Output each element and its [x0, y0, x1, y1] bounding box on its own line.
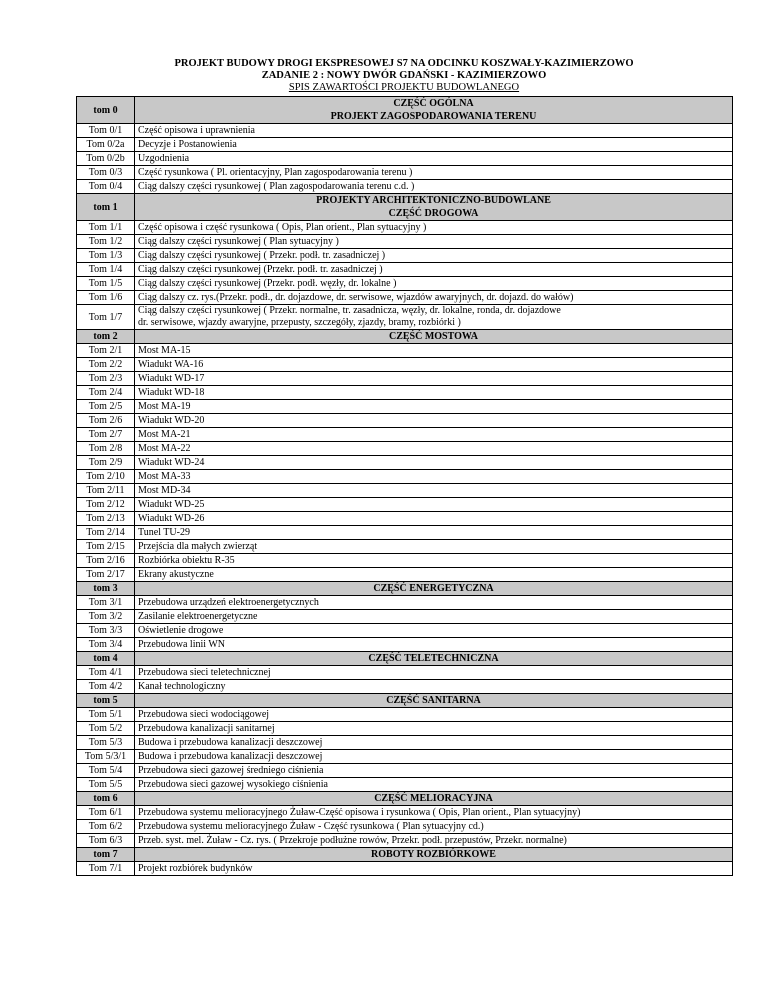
table-row	[77, 806, 733, 820]
tom-number: Tom 0/4	[77, 180, 135, 194]
description-line: Most MA-21	[138, 429, 191, 440]
section-title-line: CZĘŚĆ MOSTOWA	[388, 331, 478, 342]
section-title-line: PROJEKT ZAGOSPODAROWANIA TERENU	[330, 111, 537, 122]
section-title	[135, 848, 733, 862]
description-line: Przebudowa systemu melioracyjnego Żuław - Część rysunkowa ( Plan sytuacyjny cd.)	[138, 821, 484, 832]
tom-number: Tom 1/7	[77, 305, 135, 330]
description-line: Ciąg dalszy części rysunkowej ( Plan sytuacyjny )	[138, 236, 339, 247]
volume-description	[135, 820, 733, 834]
volume-description	[135, 540, 733, 554]
table-row	[77, 305, 733, 330]
document-subtitle: ZADANIE 2 : NOWY DWÓR GDAŃSKI - KAZIMIERZOWO	[261, 70, 547, 81]
tom-number: Tom 2/13	[77, 512, 135, 526]
description-line: Wiadukt WD-25	[138, 499, 205, 510]
tom-number: Tom 5/5	[77, 778, 135, 792]
section-header-row	[77, 582, 733, 596]
document-section-title: SPIS ZAWARTOŚCI PROJEKTU BUDOWLANEGO	[288, 82, 520, 93]
volume-description	[135, 344, 733, 358]
volume-description	[135, 778, 733, 792]
table-row	[77, 820, 733, 834]
tom-number: Tom 3/2	[77, 610, 135, 624]
section-header-row	[77, 694, 733, 708]
tom-number: Tom 5/4	[77, 764, 135, 778]
table-row	[77, 596, 733, 610]
volume-description	[135, 708, 733, 722]
tom-number: Tom 2/11	[77, 484, 135, 498]
table-row	[77, 235, 733, 249]
document-title: PROJEKT BUDOWY DROGI EKSPRESOWEJ S7 NA ODCINKU KOSZWAŁY-KAZIMIERZOWO	[174, 58, 634, 69]
section-title	[135, 652, 733, 666]
section-header-row	[77, 848, 733, 862]
table-row	[77, 442, 733, 456]
tom-number: Tom 6/1	[77, 806, 135, 820]
tom-number: Tom 2/8	[77, 442, 135, 456]
volume-description	[135, 568, 733, 582]
tom-label: tom 2	[77, 330, 135, 344]
section-header-row	[77, 330, 733, 344]
table-row	[77, 610, 733, 624]
description-line: Przebudowa sieci wodociągowej	[138, 709, 270, 720]
tom-number: Tom 7/1	[77, 862, 135, 876]
table-row	[77, 680, 733, 694]
description-line: Decyzje i Postanowienia	[138, 139, 237, 150]
table-row	[77, 344, 733, 358]
tom-label: tom 1	[77, 194, 135, 221]
tom-number: Tom 5/1	[77, 708, 135, 722]
tom-label: tom 5	[77, 694, 135, 708]
table-row	[77, 414, 733, 428]
tom-number: Tom 2/2	[77, 358, 135, 372]
description-line: Ciąg dalszy części rysunkowej (Przekr. podł. tr. zasadniczej )	[138, 264, 383, 275]
description-line: Oświetlenie drogowe	[138, 625, 224, 636]
table-row	[77, 249, 733, 263]
tom-number: Tom 0/2a	[77, 138, 135, 152]
volume-description	[135, 512, 733, 526]
table-row	[77, 624, 733, 638]
tom-number: Tom 2/1	[77, 344, 135, 358]
section-title-line: CZĘŚĆ SANITARNA	[386, 695, 481, 706]
section-title	[135, 97, 733, 124]
description-line: Most MA-15	[138, 345, 191, 356]
table-row	[77, 554, 733, 568]
tom-number: Tom 2/14	[77, 526, 135, 540]
volume-description	[135, 386, 733, 400]
description-line: dr. serwisowe, wjazdy awaryjne, przepusty, szczegóły, zjazdy, bramy, rozbiórki )	[138, 317, 461, 328]
tom-number: Tom 1/1	[77, 221, 135, 235]
section-title	[135, 582, 733, 596]
tom-number: Tom 0/1	[77, 124, 135, 138]
description-line: Wiadukt WD-20	[138, 415, 205, 426]
table-row	[77, 862, 733, 876]
volume-description	[135, 624, 733, 638]
volume-description	[135, 180, 733, 194]
description-line: Tunel TU-29	[138, 527, 190, 538]
tom-number: Tom 2/17	[77, 568, 135, 582]
tom-number: Tom 1/5	[77, 277, 135, 291]
description-line: Przeb. syst. mel. Żuław - Cz. rys. ( Przekroje podłużne rowów, Przekr. podł. przepustów, Przekr. normalne)	[138, 835, 567, 846]
section-title	[135, 330, 733, 344]
table-row	[77, 778, 733, 792]
volume-description	[135, 470, 733, 484]
section-title-line: CZĘŚĆ DROGOWA	[388, 208, 479, 219]
section-title-line: CZĘŚĆ OGÓLNA	[393, 98, 474, 109]
description-line: Ciąg dalszy części rysunkowej ( Plan zagospodarowania terenu c.d. )	[138, 181, 415, 192]
description-line: Przebudowa sieci teletechnicznej	[138, 667, 271, 678]
section-title-line: ROBOTY ROZBIÓRKOWE	[371, 849, 496, 860]
volume-description	[135, 152, 733, 166]
tom-number: Tom 2/5	[77, 400, 135, 414]
volume-description	[135, 372, 733, 386]
volume-description	[135, 138, 733, 152]
tom-number: Tom 6/2	[77, 820, 135, 834]
table-row	[77, 263, 733, 277]
volume-description	[135, 166, 733, 180]
table-row	[77, 358, 733, 372]
table-row	[77, 221, 733, 235]
description-line: Budowa i przebudowa kanalizacji deszczowej	[138, 737, 323, 748]
tom-number: Tom 1/4	[77, 263, 135, 277]
section-title-line: CZĘŚĆ ENERGETYCZNA	[373, 583, 494, 594]
table-row	[77, 180, 733, 194]
volume-description	[135, 862, 733, 876]
volume-description	[135, 806, 733, 820]
tom-label: tom 0	[77, 97, 135, 124]
tom-number: Tom 2/7	[77, 428, 135, 442]
table-row	[77, 386, 733, 400]
volume-description	[135, 596, 733, 610]
tom-label: tom 7	[77, 848, 135, 862]
description-line: Budowa i przebudowa kanalizacji deszczowej	[138, 751, 323, 762]
description-line: Ciąg dalszy części rysunkowej ( Przekr. podł. tr. zasadniczej )	[138, 250, 386, 261]
table-row	[77, 498, 733, 512]
table-row	[77, 750, 733, 764]
table-row	[77, 372, 733, 386]
volume-description	[135, 249, 733, 263]
section-header-row	[77, 792, 733, 806]
tom-label: tom 6	[77, 792, 135, 806]
table-row	[77, 638, 733, 652]
description-line: Rozbiórka obiektu R-35	[138, 555, 235, 566]
contents-table	[76, 96, 733, 876]
tom-number: Tom 6/3	[77, 834, 135, 848]
table-row	[77, 277, 733, 291]
volume-description	[135, 638, 733, 652]
description-line: Most MA-19	[138, 401, 191, 412]
tom-number: Tom 1/3	[77, 249, 135, 263]
description-line: Kanał technologiczny	[138, 681, 226, 692]
description-line: Przebudowa kanalizacji sanitarnej	[138, 723, 275, 734]
table-row	[77, 124, 733, 138]
tom-number: Tom 3/1	[77, 596, 135, 610]
volume-description	[135, 263, 733, 277]
volume-description	[135, 526, 733, 540]
volume-description	[135, 498, 733, 512]
description-line: Projekt rozbiórek budynków	[138, 863, 253, 874]
volume-description	[135, 124, 733, 138]
section-header-row	[77, 97, 733, 124]
tom-number: Tom 3/4	[77, 638, 135, 652]
table-row	[77, 484, 733, 498]
tom-number: Tom 0/2b	[77, 152, 135, 166]
volume-description	[135, 764, 733, 778]
tom-number: Tom 2/3	[77, 372, 135, 386]
tom-number: Tom 2/10	[77, 470, 135, 484]
table-row	[77, 138, 733, 152]
volume-description	[135, 442, 733, 456]
tom-number: Tom 0/3	[77, 166, 135, 180]
contents-table-body	[77, 97, 733, 876]
tom-number: Tom 5/3	[77, 736, 135, 750]
section-header-row	[77, 652, 733, 666]
description-line: Przebudowa systemu melioracyjnego Żuław-Część opisowa i rysunkowa ( Opis, Plan orient., Plan sytuacyjny)	[138, 807, 581, 818]
volume-description	[135, 750, 733, 764]
table-row	[77, 428, 733, 442]
table-row	[77, 152, 733, 166]
table-row	[77, 666, 733, 680]
table-row	[77, 400, 733, 414]
description-line: Wiadukt WD-17	[138, 373, 205, 384]
description-line: Wiadukt WA-16	[138, 359, 204, 370]
volume-description	[135, 484, 733, 498]
volume-description	[135, 235, 733, 249]
table-row	[77, 736, 733, 750]
volume-description	[135, 305, 733, 330]
tom-number: Tom 5/2	[77, 722, 135, 736]
description-line: Wiadukt WD-26	[138, 513, 205, 524]
description-line: Most MA-22	[138, 443, 191, 454]
description-line: Część opisowa i część rysunkowa ( Opis, Plan orient., Plan sytuacyjny )	[138, 222, 427, 233]
volume-description	[135, 414, 733, 428]
description-line: Ekrany akustyczne	[138, 569, 214, 580]
description-line: Przebudowa sieci gazowej średniego ciśnienia	[138, 765, 324, 776]
description-line: Przebudowa sieci gazowej wysokiego ciśnienia	[138, 779, 328, 790]
volume-description	[135, 277, 733, 291]
volume-description	[135, 428, 733, 442]
volume-description	[135, 736, 733, 750]
section-title	[135, 194, 733, 221]
description-line: Most MD-34	[138, 485, 191, 496]
tom-label: tom 3	[77, 582, 135, 596]
volume-description	[135, 610, 733, 624]
tom-number: Tom 4/1	[77, 666, 135, 680]
section-header-row	[77, 194, 733, 221]
description-line: Most MA-33	[138, 471, 191, 482]
volume-description	[135, 456, 733, 470]
document-header	[76, 58, 732, 94]
section-title-line: CZĘŚĆ MELIORACYJNA	[374, 793, 493, 804]
description-line: Część rysunkowa ( Pl. orientacyjny, Plan zagospodarowania terenu )	[138, 167, 413, 178]
volume-description	[135, 400, 733, 414]
table-row	[77, 568, 733, 582]
section-title	[135, 792, 733, 806]
tom-number: Tom 2/6	[77, 414, 135, 428]
table-row	[77, 291, 733, 305]
volume-description	[135, 834, 733, 848]
tom-number: Tom 2/12	[77, 498, 135, 512]
tom-number: Tom 1/6	[77, 291, 135, 305]
volume-description	[135, 680, 733, 694]
table-row	[77, 470, 733, 484]
description-line: Zasilanie elektroenergetyczne	[138, 611, 258, 622]
table-row	[77, 722, 733, 736]
table-row	[77, 166, 733, 180]
volume-description	[135, 554, 733, 568]
tom-number: Tom 3/3	[77, 624, 135, 638]
volume-description	[135, 666, 733, 680]
description-line: Część opisowa i uprawnienia	[138, 125, 255, 136]
volume-description	[135, 221, 733, 235]
table-row	[77, 540, 733, 554]
description-line: Ciąg dalszy części rysunkowej ( Przekr. normalne, tr. zasadnicza, węzły, dr. lokalne, ronda, dr. dojazdowe	[138, 305, 561, 316]
section-title	[135, 694, 733, 708]
tom-number: Tom 1/2	[77, 235, 135, 249]
table-row	[77, 834, 733, 848]
description-line: Wiadukt WD-18	[138, 387, 205, 398]
tom-number: Tom 5/3/1	[77, 750, 135, 764]
volume-description	[135, 291, 733, 305]
tom-number: Tom 2/15	[77, 540, 135, 554]
tom-number: Tom 4/2	[77, 680, 135, 694]
table-row	[77, 456, 733, 470]
description-line: Ciąg dalszy części rysunkowej (Przekr. podł. węzły, dr. lokalne )	[138, 278, 397, 289]
section-title-line: CZĘŚĆ TELETECHNICZNA	[368, 653, 499, 664]
volume-description	[135, 722, 733, 736]
description-line: Wiadukt WD-24	[138, 457, 205, 468]
table-row	[77, 708, 733, 722]
tom-number: Tom 2/9	[77, 456, 135, 470]
description-line: Uzgodnienia	[138, 153, 190, 164]
table-row	[77, 764, 733, 778]
section-title-line: PROJEKTY ARCHITEKTONICZNO-BUDOWLANE	[316, 195, 551, 206]
table-row	[77, 526, 733, 540]
tom-number: Tom 2/4	[77, 386, 135, 400]
volume-description	[135, 358, 733, 372]
description-line: Ciąg dalszy cz. rys.(Przekr. podł., dr. dojazdowe, dr. serwisowe, wjazdów awaryjnych, dr. dojazd. do wałów)	[138, 292, 574, 303]
table-row	[77, 512, 733, 526]
tom-label: tom 4	[77, 652, 135, 666]
tom-number: Tom 2/16	[77, 554, 135, 568]
description-line: Przebudowa linii WN	[138, 639, 226, 650]
description-line: Przebudowa urządzeń elektroenergetycznych	[138, 597, 319, 608]
description-line: Przejścia dla małych zwierząt	[138, 541, 258, 552]
